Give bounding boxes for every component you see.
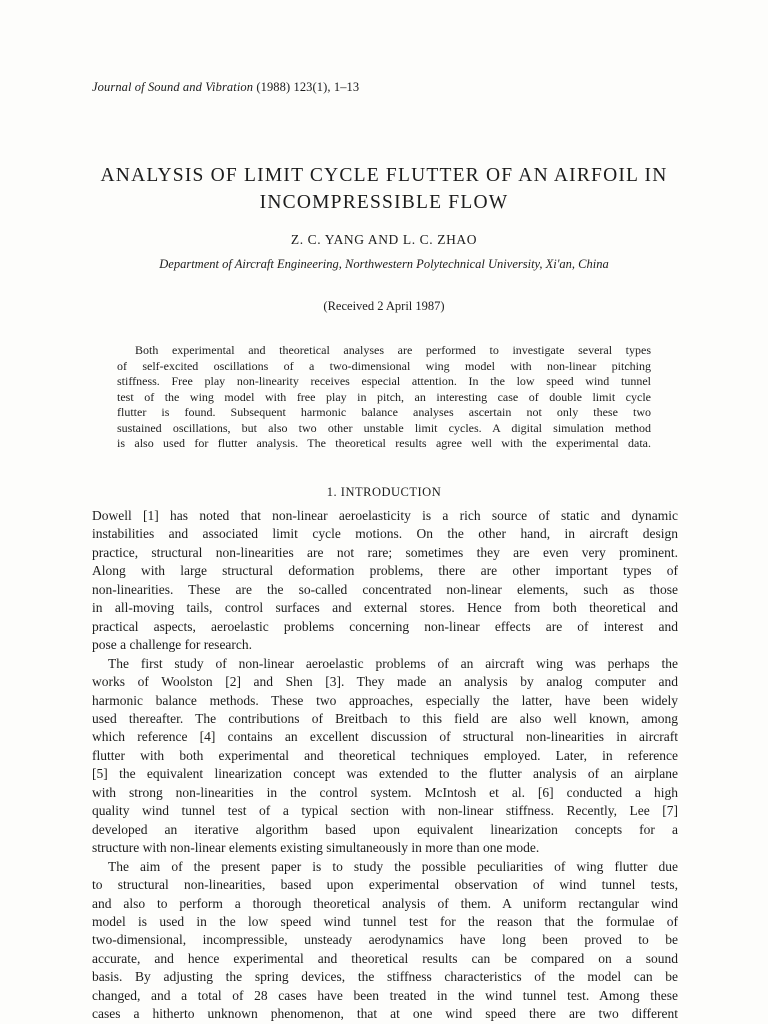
body-line: pose a challenge for research. (92, 637, 253, 653)
section-heading: 1. INTRODUCTION (326, 485, 442, 499)
body-line: changed, and a total of 28 cases have been treated in the wind tunnel test. Among these (92, 987, 678, 1003)
body-line: and also to perform a thorough theoretical analysis of them. A uniform rectangular wind (92, 895, 678, 911)
body-line: basis. By adjusting the spring devices, the stiffness characteristics of the model can be (92, 969, 678, 985)
body-line: works of Woolston [2] and Shen [3]. They made an analysis by analog computer and (92, 674, 678, 690)
body-line: practical aspects, aeroelastic problems concerning non-linear effects are of interest and (92, 618, 678, 634)
body-line: non-linearities. These are the so-called concentrated non-linear elements, such as those (92, 581, 678, 597)
body-line: The first study of non-linear aeroelastic problems of an aircraft wing was perhaps the (108, 655, 678, 671)
journal-citation (92, 80, 359, 95)
body-line: flutter with both experimental and theoretical techniques employed. Later, in reference (92, 747, 678, 763)
abstract-line: of self-excited oscillations of a two-dimensional wing model with non-linear pitching (117, 358, 651, 373)
body-line: structure with non-linear elements existing simultaneously in more than one mode. (92, 840, 540, 856)
journal-name: Journal of Sound and Vibration (92, 80, 254, 94)
received-date: (Received 2 April 1987) (323, 299, 445, 313)
body-line: Along with large structural deformation problems, there are other important types of (92, 563, 678, 579)
body-line: in all-moving tails, control surfaces and external stores. Hence from both theoretical and (92, 600, 678, 616)
body-line: which reference [4] contains an excellent discussion of structural non-linearities in aircraft (92, 729, 678, 745)
abstract-line: flutter is found. Subsequent harmonic balance analyses ascertain not only these two (117, 405, 651, 419)
abstract-line: Both experimental and theoretical analyses are performed to investigate several types (135, 343, 651, 357)
body-line: accurate, and hence experimental and theoretical results can be compared on a sound (92, 950, 678, 966)
body-line: The aim of the present paper is to study the possible peculiarities of wing flutter due (108, 858, 678, 874)
body-line: to structural non-linearities, based upon experimental observation of wind tunnel tests, (92, 877, 678, 893)
body-line: with strong non-linearities in the control system. McIntosh et al. [6] conducted a high (92, 784, 678, 800)
abstract-line: sustained oscillations, but also two other unstable limit cycles. A digital simulation method (117, 420, 651, 435)
title-line: ANALYSIS OF LIMIT CYCLE FLUTTER OF AN AIRFOIL IN (100, 165, 668, 186)
body-line: quality wind tunnel test of a typical section with non-linear stiffness. Recently, Lee [7] (92, 803, 678, 819)
abstract (117, 343, 651, 452)
authors: Z. C. YANG AND L. C. ZHAO (290, 232, 478, 247)
body-line: Dowell [1] has noted that non-linear aeroelasticity is a rich source of static and dynamic (92, 508, 678, 523)
body-line: cases a hitherto unknown phenomenon, that at one wind speed there are two different (92, 1006, 678, 1022)
body-line: instabilities and associated limit cycle motions. On the other hand, in aircraft design (92, 526, 678, 542)
abstract-line: stiffness. Free play non-linearity receives especial attention. In the low speed wind tunnel (117, 374, 651, 388)
body-line: harmonic balance methods. These two approaches, especially the latter, have been widely (92, 692, 678, 708)
body-line: [5] the equivalent linearization concept was extended to the flutter analysis of an airplane (92, 766, 678, 782)
paper-title (40, 162, 728, 216)
body-line: model is used in the low speed wind tunnel test for the reason that the formulae of (92, 913, 678, 929)
body-line: practice, structural non-linearities are not rare; sometimes they are even very prominent. (92, 544, 678, 560)
affiliation: Department of Aircraft Engineering, Northwestern Polytechnical University, Xi'an, China (159, 257, 609, 271)
body-line: developed an iterative algorithm based upon equivalent linearization concepts for a (92, 821, 678, 837)
body-line: used thereafter. The contributions of Breitbach to this field are also well known, among (92, 710, 678, 726)
abstract-line: test of the wing model with free play in pitch, an interesting case of double limit cycle (117, 389, 651, 404)
journal-volume-pages: (1988) 123(1), 1–13 (253, 80, 360, 94)
abstract-line: is also used for flutter analysis. The theoretical results agree well with the experimental data. (117, 436, 651, 450)
body-line: two-dimensional, incompressible, unsteady aerodynamics have long been proved to be (92, 932, 678, 948)
body-text (92, 507, 678, 1024)
title-line: INCOMPRESSIBLE FLOW (259, 192, 509, 213)
